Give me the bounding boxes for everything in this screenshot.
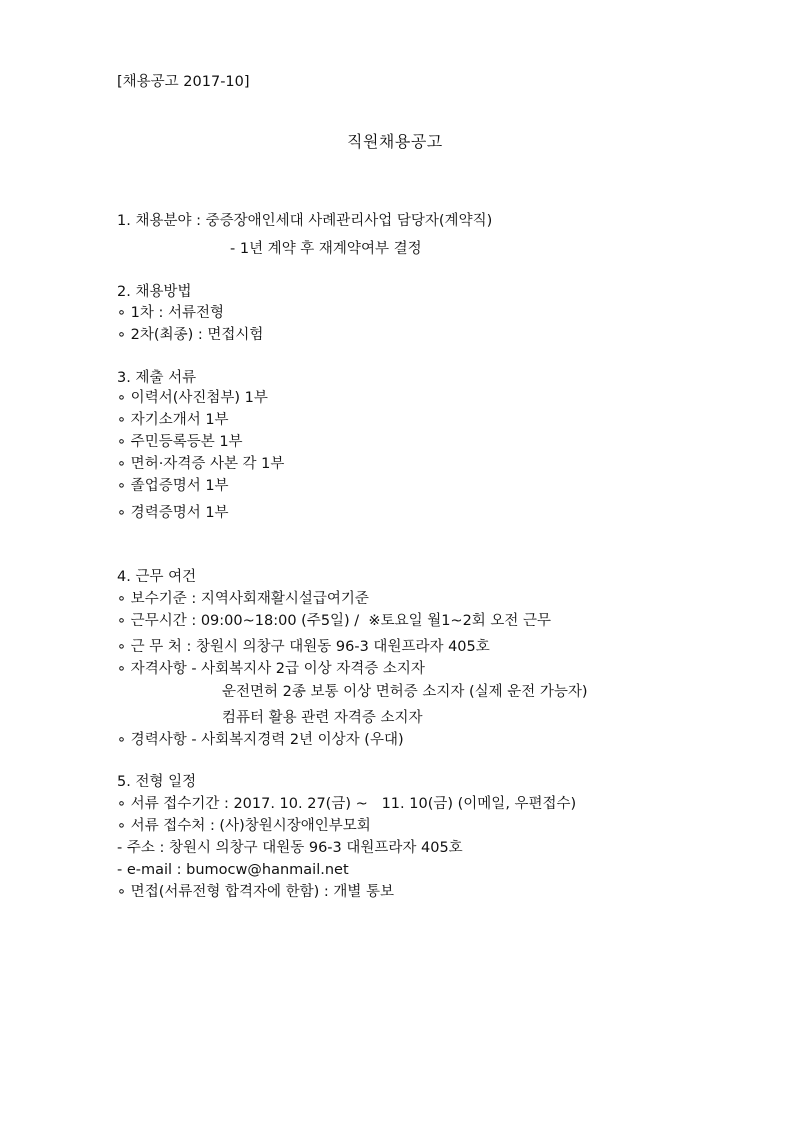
notice-number: [채용공고 2017-10]: [117, 74, 250, 90]
list-item: ∘ 면허·자격증 사본 각 1부: [117, 456, 285, 472]
list-item: - 주소 : 창원시 의창구 대원동 96-3 대원프라자 405호: [117, 840, 463, 856]
email-line: - e-mail : bumocw@hanmail.net: [117, 862, 349, 878]
section-heading: 2. 채용방법: [117, 284, 192, 300]
workplace-line: ∘ 근 무 처 : 창원시 의창구 대원동 96-3 대원프라자 405호: [117, 639, 490, 655]
recruit-field-line: 1. 채용분야 : 중증장애인세대 사례관리사업 담당자(계약직): [117, 213, 493, 229]
pay-standard-line: ∘ 보수기준 : 지역사회재활시설급여기준: [117, 591, 369, 607]
list-item: ∘ 면접(서류전형 합격자에 한함) : 개별 통보: [117, 884, 395, 900]
list-item: ∘ 졸업증명서 1부: [117, 478, 229, 494]
list-item: ∘ 자기소개서 1부: [117, 412, 229, 428]
qualification-line: ∘ 자격사항 - 사회복지사 2급 이상 자격증 소지자: [117, 661, 425, 677]
career-line: ∘ 경력사항 - 사회복지경력 2년 이상자 (우대): [117, 732, 404, 748]
qualification-line: 컴퓨터 활용 관련 자격증 소지자: [222, 710, 423, 726]
working-hours-line: ∘ 근무시간 : 09:00~18:00 (주5일) / ※토요일 월1~2회 오전 근무: [117, 613, 552, 629]
list-item: ∘ 서류 접수처 : (사)창원시장애인부모회: [117, 818, 371, 834]
list-item: ∘ 이력서(사진첨부) 1부: [117, 390, 268, 406]
page-title: 직원채용공고: [347, 132, 443, 151]
section-heading: 5. 전형 일정: [117, 774, 197, 790]
list-item: ∘ 서류 접수기간 : 2017. 10. 27(금) ~ 11. 10(금) (이메일, 우편접수): [117, 796, 577, 812]
list-item: ∘ 주민등록등본 1부: [117, 434, 243, 450]
list-item: ∘ 2차(최종) : 면접시험: [117, 327, 264, 343]
list-item: ∘ 경력증명서 1부: [117, 505, 229, 521]
section-heading: 3. 제출 서류: [117, 370, 197, 386]
contract-note-line: - 1년 계약 후 재계약여부 결정: [230, 241, 422, 257]
list-item: ∘ 1차 : 서류전형: [117, 305, 225, 321]
section-heading: 4. 근무 여건: [117, 569, 197, 585]
qualification-line: 운전면허 2종 보통 이상 면허증 소지자 (실제 운전 가능자): [222, 684, 588, 700]
